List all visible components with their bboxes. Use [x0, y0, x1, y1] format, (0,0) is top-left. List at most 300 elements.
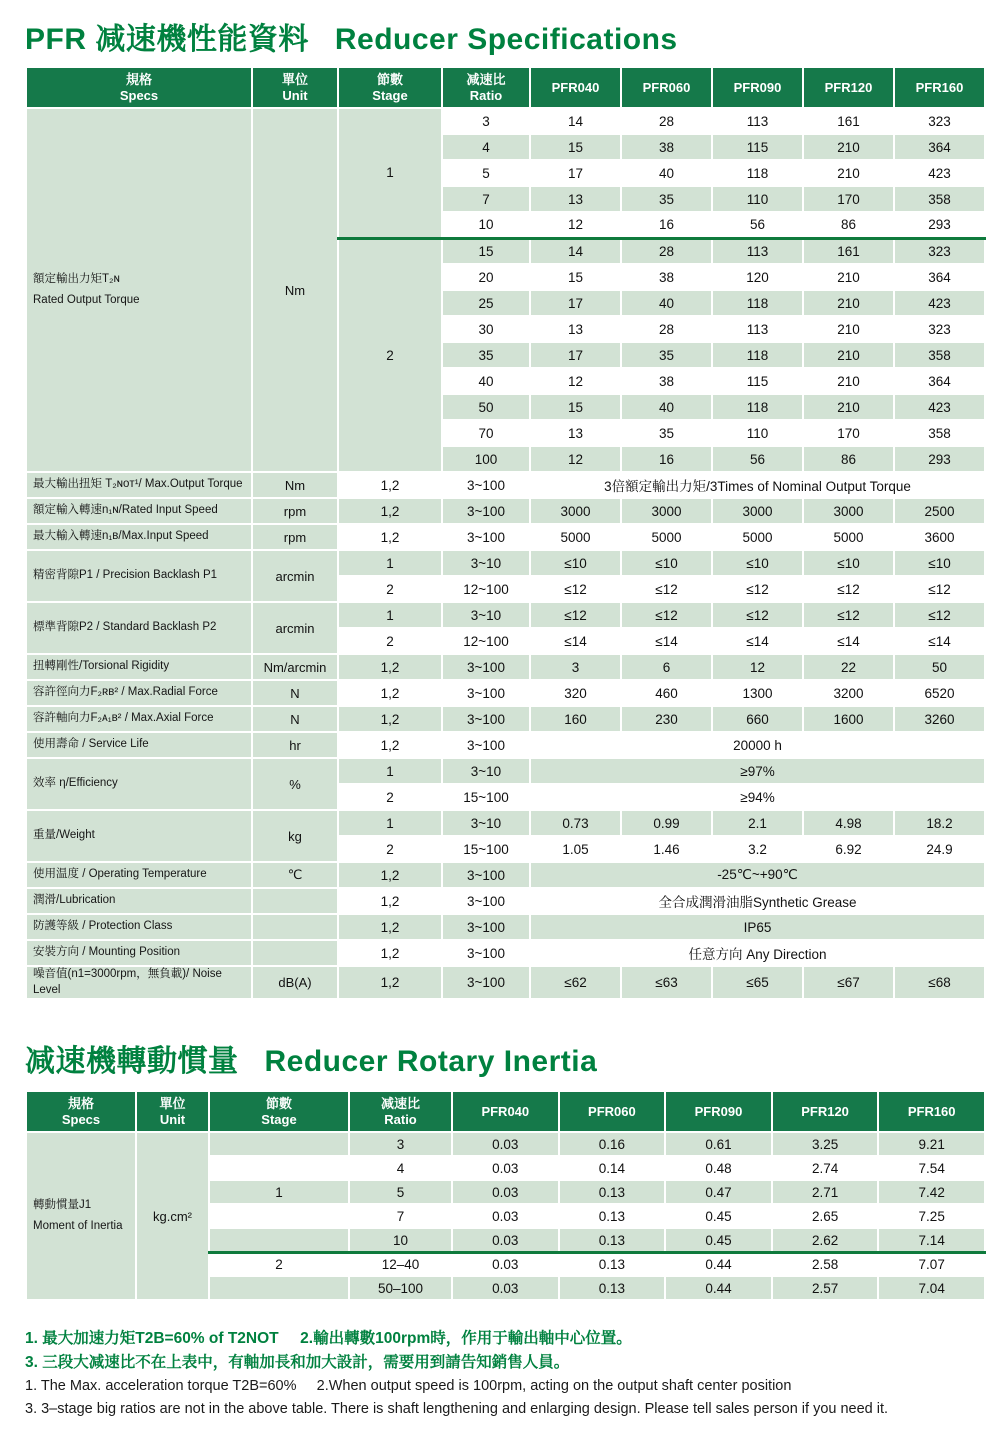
column-header-ratio-en: Ratio — [384, 1111, 417, 1127]
value-cell: 15 — [530, 134, 621, 160]
stage-cell: 1,2 — [338, 966, 442, 999]
value-cell: 118 — [712, 160, 803, 186]
value-cell: 3000 — [712, 498, 803, 524]
value-cell: 115 — [712, 368, 803, 394]
value-cell: 110 — [712, 420, 803, 446]
ratio-cell: 4 — [349, 1156, 452, 1180]
ratio-cell: 5 — [442, 160, 530, 186]
value-cell: 35 — [621, 186, 712, 212]
inertia-table-title-en: Reducer Rotary Inertia — [264, 1045, 598, 1079]
value-cell: 5000 — [621, 524, 712, 550]
value-cell: 5000 — [803, 524, 894, 550]
column-header-specs-zh: 規格 — [67, 1096, 94, 1112]
column-header-ratio — [349, 1091, 452, 1132]
value-cell: 6 — [621, 654, 712, 680]
ratio-cell: 3~100 — [442, 524, 530, 550]
unit-cell — [252, 940, 338, 966]
value-cell: 35 — [621, 420, 712, 446]
value-cell: ≤14 — [803, 628, 894, 654]
ratio-cell: 3~100 — [442, 862, 530, 888]
value-cell: 170 — [803, 186, 894, 212]
spec-label-cell — [26, 550, 252, 602]
value-cell: 118 — [712, 342, 803, 368]
value-cell: 0.03 — [452, 1180, 559, 1204]
model-header: PFR120 — [803, 67, 894, 108]
value-cell: 0.61 — [665, 1132, 772, 1156]
value-cell: 358 — [894, 186, 985, 212]
value-cell: 3000 — [803, 498, 894, 524]
value-cell: 120 — [712, 264, 803, 290]
value-cell: 38 — [621, 134, 712, 160]
footnote-en-1: 1. The Max. acceleration torque T2B=60% 2.When output speed is 100rpm, acting on the output shaft center position — [25, 1378, 792, 1395]
value-cell: ≤10 — [894, 550, 985, 576]
column-header-unit — [136, 1091, 209, 1132]
stage-cell: 1,2 — [338, 654, 442, 680]
value-cell: 7.42 — [878, 1180, 985, 1204]
value-cell: 358 — [894, 342, 985, 368]
value-cell: 460 — [621, 680, 712, 706]
value-cell: 86 — [803, 212, 894, 238]
spec-label-line: 防護等級 / Protection Class — [33, 920, 173, 933]
value-cell: 18.2 — [894, 810, 985, 836]
ratio-cell: 12~100 — [442, 576, 530, 602]
spec-label-cell — [26, 758, 252, 810]
spec-label-line: 容許軸向力F₂ᴀ₁ʙ² / Max.Axial Force — [33, 712, 214, 725]
value-cell: 7.07 — [878, 1252, 985, 1276]
ratio-cell: 3~10 — [442, 810, 530, 836]
spec-table-body — [26, 108, 985, 999]
spec-label-cell — [26, 498, 252, 524]
ratio-cell: 3~100 — [442, 966, 530, 999]
value-cell: 4.98 — [803, 810, 894, 836]
value-cell: 210 — [803, 394, 894, 420]
value-cell: 0.99 — [621, 810, 712, 836]
value-cell: 7.14 — [878, 1228, 985, 1252]
unit-cell: Nm — [252, 108, 338, 472]
value-cell: 113 — [712, 316, 803, 342]
stage-cell: 2 — [338, 628, 442, 654]
value-cell: 323 — [894, 108, 985, 134]
value-cell: 170 — [803, 420, 894, 446]
value-cell: ≤14 — [530, 628, 621, 654]
value-cell: 13 — [530, 420, 621, 446]
value-cell: 210 — [803, 368, 894, 394]
value-cell: 0.44 — [665, 1276, 772, 1300]
value-cell: 423 — [894, 290, 985, 316]
stage-cell: 2 — [338, 836, 442, 862]
value-cell: 320 — [530, 680, 621, 706]
value-cell: 323 — [894, 316, 985, 342]
column-header-ratio — [442, 67, 530, 108]
ratio-cell: 3~100 — [442, 654, 530, 680]
ratio-cell: 12~100 — [442, 628, 530, 654]
spec-label-cell — [26, 888, 252, 914]
column-header-stage — [209, 1091, 349, 1132]
spec-label-cell — [26, 966, 252, 999]
ratio-cell: 3~10 — [442, 550, 530, 576]
value-cell: 7.54 — [878, 1156, 985, 1180]
value-cell: 364 — [894, 264, 985, 290]
column-header-specs-zh: 規格 — [125, 72, 152, 87]
value-cell: 230 — [621, 706, 712, 732]
ratio-cell: 7 — [442, 186, 530, 212]
ratio-cell: 3~100 — [442, 732, 530, 758]
column-header-ratio-en: Ratio — [469, 87, 503, 103]
value-cell: ≤10 — [621, 550, 712, 576]
value-cell: 17 — [530, 342, 621, 368]
unit-cell: rpm — [252, 524, 338, 550]
value-cell: 1.46 — [621, 836, 712, 862]
value-cell: 113 — [712, 238, 803, 264]
spec-label-line: Rated Output Torque — [33, 294, 140, 307]
model-header: PFR120 — [772, 1091, 879, 1132]
unit-cell: kg.cm² — [136, 1132, 209, 1300]
value-cell: 0.03 — [452, 1276, 559, 1300]
value-cell: 0.13 — [559, 1204, 666, 1228]
spec-table-title — [25, 14, 986, 58]
spec-label-line: 潤滑/Lubrication — [33, 894, 116, 907]
column-header-unit-zh: 單位 — [159, 1096, 186, 1112]
unit-cell: arcmin — [252, 602, 338, 654]
stage-cell: 1 — [338, 108, 442, 238]
value-cell: 161 — [803, 108, 894, 134]
unit-cell: Nm/arcmin — [252, 654, 338, 680]
spec-table-header — [26, 67, 985, 108]
value-cell: 0.45 — [665, 1228, 772, 1252]
value-cell: 0.13 — [559, 1252, 666, 1276]
spec-label-cell — [26, 524, 252, 550]
stage-cell: 1,2 — [338, 940, 442, 966]
spec-label-line: 標準背隙P2 / Standard Backlash P2 — [33, 621, 217, 634]
value-cell: ≤12 — [894, 602, 985, 628]
ratio-cell: 3~100 — [442, 706, 530, 732]
value-cell: 118 — [712, 290, 803, 316]
value-cell: 38 — [621, 368, 712, 394]
value-cell: 118 — [712, 394, 803, 420]
value-cell: 3 — [530, 654, 621, 680]
value-cell: 50 — [894, 654, 985, 680]
value-cell: 16 — [621, 446, 712, 472]
value-cell: 210 — [803, 290, 894, 316]
stage-cell: 2 — [209, 1252, 349, 1276]
value-cell: 40 — [621, 160, 712, 186]
value-cell: 3200 — [803, 680, 894, 706]
ratio-cell: 25 — [442, 290, 530, 316]
value-cell: 0.03 — [452, 1228, 559, 1252]
merged-value-cell: 20000 h — [530, 732, 985, 758]
inertia-table-title — [25, 1036, 986, 1080]
stage-cell — [209, 1228, 349, 1252]
value-cell: 6520 — [894, 680, 985, 706]
value-cell: 110 — [712, 186, 803, 212]
value-cell: 40 — [621, 290, 712, 316]
stage-cell — [209, 1276, 349, 1300]
value-cell: 2.57 — [772, 1276, 879, 1300]
stage-cell: 1 — [338, 810, 442, 836]
value-cell: 160 — [530, 706, 621, 732]
spec-label-cell — [26, 108, 252, 472]
value-cell: 5000 — [712, 524, 803, 550]
ratio-cell: 15~100 — [442, 784, 530, 810]
stage-cell: 2 — [338, 576, 442, 602]
value-cell: ≤67 — [803, 966, 894, 999]
model-header: PFR060 — [621, 67, 712, 108]
value-cell: 1300 — [712, 680, 803, 706]
ratio-cell: 40 — [442, 368, 530, 394]
stage-cell: 2 — [338, 238, 442, 472]
ratio-cell: 20 — [442, 264, 530, 290]
stage-cell: 1,2 — [338, 472, 442, 498]
value-cell: 0.44 — [665, 1252, 772, 1276]
value-cell: ≤63 — [621, 966, 712, 999]
stage-cell: 1,2 — [338, 888, 442, 914]
ratio-cell: 10 — [349, 1228, 452, 1252]
spec-label-line: 最大輸出扭矩 T₂ɴᴏᴛ¹/ Max.Output Torque — [33, 478, 243, 491]
spec-label-line: 轉動慣量J1 — [33, 1198, 92, 1211]
spec-label-line: Moment of Inertia — [33, 1220, 123, 1233]
value-cell: 0.47 — [665, 1180, 772, 1204]
stage-cell: 1,2 — [338, 914, 442, 940]
stage-cell: 1 — [338, 550, 442, 576]
spec-label-line: 使用壽命 / Service Life — [33, 738, 149, 751]
value-cell: ≤14 — [621, 628, 712, 654]
value-cell: 24.9 — [894, 836, 985, 862]
value-cell: 364 — [894, 368, 985, 394]
model-header: PFR160 — [878, 1091, 985, 1132]
value-cell: 0.03 — [452, 1132, 559, 1156]
value-cell: 86 — [803, 446, 894, 472]
spec-label-cell — [26, 680, 252, 706]
value-cell: 22 — [803, 654, 894, 680]
value-cell: ≤12 — [530, 602, 621, 628]
value-cell: 0.13 — [559, 1228, 666, 1252]
value-cell: 9.21 — [878, 1132, 985, 1156]
value-cell: 7.04 — [878, 1276, 985, 1300]
spec-label-line: 精密背隙P1 / Precision Backlash P1 — [33, 569, 218, 582]
value-cell: 3600 — [894, 524, 985, 550]
column-header-specs-en: Specs — [119, 87, 159, 103]
spec-label-line: 扭轉剛性/Torsional Rigidity — [33, 660, 170, 673]
footnote-en-2: 3. 3–stage big ratios are not in the above table. There is shaft lengthening and enlarging design. Please tell sales person if you need it. — [25, 1400, 889, 1417]
column-header-stage — [338, 67, 442, 108]
ratio-cell: 10 — [442, 212, 530, 238]
value-cell: ≤65 — [712, 966, 803, 999]
value-cell: 5000 — [530, 524, 621, 550]
model-header: PFR160 — [894, 67, 985, 108]
footnote-zh-2: 3. 三段大减速比不在上表中，有軸加長和加大設計，需要用到請告知銷售人員。 — [25, 1354, 570, 1372]
rotary-inertia-table — [25, 1090, 986, 1301]
value-cell: 15 — [530, 394, 621, 420]
value-cell: ≤14 — [894, 628, 985, 654]
value-cell: 16 — [621, 212, 712, 238]
stage-cell: 1,2 — [338, 524, 442, 550]
column-header-specs — [26, 1091, 136, 1132]
unit-cell: dB(A) — [252, 966, 338, 999]
value-cell: 364 — [894, 134, 985, 160]
stage-cell: 1,2 — [338, 706, 442, 732]
column-header-unit — [252, 67, 338, 108]
value-cell: 3.2 — [712, 836, 803, 862]
value-cell: 0.03 — [452, 1156, 559, 1180]
stage-cell: 1,2 — [338, 498, 442, 524]
merged-value-cell: 3倍額定輸出力矩/3Times of Nominal Output Torque — [530, 472, 985, 498]
unit-cell: arcmin — [252, 550, 338, 602]
stage-cell — [209, 1132, 349, 1156]
value-cell: 423 — [894, 394, 985, 420]
value-cell: 13 — [530, 316, 621, 342]
spec-label-line: 容許徑向力F₂ʀʙ² / Max.Radial Force — [33, 686, 218, 699]
value-cell: 0.16 — [559, 1132, 666, 1156]
unit-cell: N — [252, 706, 338, 732]
value-cell: 2.74 — [772, 1156, 879, 1180]
spec-label-line: 噪音值(n1=3000rpm，無負載)/ Noise Level — [33, 968, 222, 996]
value-cell: ≤12 — [803, 576, 894, 602]
value-cell: 3260 — [894, 706, 985, 732]
ratio-cell: 3~100 — [442, 680, 530, 706]
stage-cell: 2 — [338, 784, 442, 810]
value-cell: ≤10 — [803, 550, 894, 576]
value-cell: 210 — [803, 160, 894, 186]
value-cell: 2.58 — [772, 1252, 879, 1276]
ratio-cell: 5 — [349, 1180, 452, 1204]
value-cell: 161 — [803, 238, 894, 264]
ratio-cell: 35 — [442, 342, 530, 368]
value-cell: 28 — [621, 238, 712, 264]
value-cell: 3000 — [621, 498, 712, 524]
value-cell: 13 — [530, 186, 621, 212]
value-cell: 358 — [894, 420, 985, 446]
value-cell: 38 — [621, 264, 712, 290]
unit-cell: ℃ — [252, 862, 338, 888]
spec-label-line: 效率 η/Efficiency — [33, 777, 118, 790]
value-cell: 2500 — [894, 498, 985, 524]
value-cell: 17 — [530, 290, 621, 316]
merged-value-cell: ≥94% — [530, 784, 985, 810]
value-cell: ≤12 — [621, 602, 712, 628]
ratio-cell: 7 — [349, 1204, 452, 1228]
spec-label-line: 使用温度 / Operating Temperature — [33, 868, 207, 881]
value-cell: 56 — [712, 212, 803, 238]
ratio-cell: 4 — [442, 134, 530, 160]
value-cell: 14 — [530, 108, 621, 134]
unit-cell: % — [252, 758, 338, 810]
value-cell: 423 — [894, 160, 985, 186]
stage-cell: 1,2 — [338, 862, 442, 888]
model-header: PFR060 — [559, 1091, 666, 1132]
ratio-cell: 70 — [442, 420, 530, 446]
value-cell: 210 — [803, 134, 894, 160]
merged-value-cell: -25℃~+90℃ — [530, 862, 985, 888]
spec-label-cell — [26, 472, 252, 498]
stage-cell — [209, 1204, 349, 1228]
value-cell: 12 — [530, 212, 621, 238]
stage-cell: 1 — [209, 1180, 349, 1204]
ratio-cell: 3~100 — [442, 498, 530, 524]
value-cell: 17 — [530, 160, 621, 186]
value-cell: ≤12 — [894, 576, 985, 602]
value-cell: 7.25 — [878, 1204, 985, 1228]
column-header-stage-zh: 節數 — [265, 1096, 292, 1112]
value-cell: 113 — [712, 108, 803, 134]
value-cell: ≤14 — [712, 628, 803, 654]
spec-table-title-zh: PFR 减速機性能資料 — [25, 23, 309, 56]
column-header-specs-en: Specs — [61, 1111, 101, 1127]
column-header-stage-en: Stage — [261, 1111, 297, 1127]
ratio-cell: 3~100 — [442, 888, 530, 914]
column-header-ratio-zh: 减速比 — [466, 72, 506, 87]
spec-label-line: 安裝方向 / Mounting Position — [33, 946, 181, 959]
value-cell: ≤68 — [894, 966, 985, 999]
value-cell: ≤12 — [621, 576, 712, 602]
value-cell: 660 — [712, 706, 803, 732]
footnote-zh-1: 1. 最大加速力矩T2B=60% of T2NOT 2.輸出轉數100rpm時，作用于輸出軸中心位置。 — [25, 1330, 632, 1348]
value-cell: ≤12 — [530, 576, 621, 602]
ratio-cell: 3~100 — [442, 940, 530, 966]
value-cell: ≤12 — [712, 602, 803, 628]
value-cell: 35 — [621, 342, 712, 368]
spec-label-cell — [26, 602, 252, 654]
ratio-cell: 3~100 — [442, 914, 530, 940]
inertia-table-title-zh: 减速機轉動慣量 — [25, 1045, 239, 1079]
spec-label-cell — [26, 940, 252, 966]
column-header-unit-en: Unit — [159, 1111, 186, 1127]
value-cell: 2.65 — [772, 1204, 879, 1228]
merged-value-cell: 全合成潤滑油脂Synthetic Grease — [530, 888, 985, 914]
value-cell: 293 — [894, 446, 985, 472]
value-cell: 115 — [712, 134, 803, 160]
spec-label-line: 最大輸入轉速n₁ʙ/Max.Input Speed — [33, 530, 209, 543]
value-cell: 0.13 — [559, 1180, 666, 1204]
stage-cell: 1 — [338, 602, 442, 628]
reducer-specifications-table — [25, 66, 986, 1000]
stage-cell — [209, 1156, 349, 1180]
value-cell: 15 — [530, 264, 621, 290]
value-cell: ≤62 — [530, 966, 621, 999]
value-cell: 3.25 — [772, 1132, 879, 1156]
ratio-cell: 3~10 — [442, 602, 530, 628]
spec-label-cell — [26, 862, 252, 888]
value-cell: 12 — [530, 368, 621, 394]
ratio-cell: 50 — [442, 394, 530, 420]
value-cell: ≤12 — [712, 576, 803, 602]
column-header-unit-zh: 單位 — [281, 72, 308, 87]
inertia-table-header — [26, 1091, 985, 1132]
spec-label-cell — [26, 810, 252, 862]
spec-label-line: 額定輸入轉速n₁ɴ/Rated Input Speed — [33, 504, 218, 517]
spec-table-title-en: Reducer Specifications — [334, 23, 678, 56]
value-cell: 56 — [712, 446, 803, 472]
value-cell: 210 — [803, 264, 894, 290]
value-cell: 0.03 — [452, 1204, 559, 1228]
value-cell: 323 — [894, 238, 985, 264]
ratio-cell: 12–40 — [349, 1252, 452, 1276]
spec-label-line: 額定輸出力矩T₂ɴ — [33, 272, 120, 285]
value-cell: 12 — [530, 446, 621, 472]
stage-cell: 1,2 — [338, 680, 442, 706]
value-cell: 28 — [621, 108, 712, 134]
merged-value-cell: IP65 — [530, 914, 985, 940]
unit-cell — [252, 914, 338, 940]
model-header: PFR090 — [712, 67, 803, 108]
value-cell: 1.05 — [530, 836, 621, 862]
unit-cell: N — [252, 680, 338, 706]
value-cell: 0.03 — [452, 1252, 559, 1276]
value-cell: 0.45 — [665, 1204, 772, 1228]
merged-value-cell: 任意方向 Any Direction — [530, 940, 985, 966]
value-cell: ≤10 — [712, 550, 803, 576]
value-cell: 3000 — [530, 498, 621, 524]
column-header-ratio-zh: 减速比 — [380, 1096, 420, 1112]
